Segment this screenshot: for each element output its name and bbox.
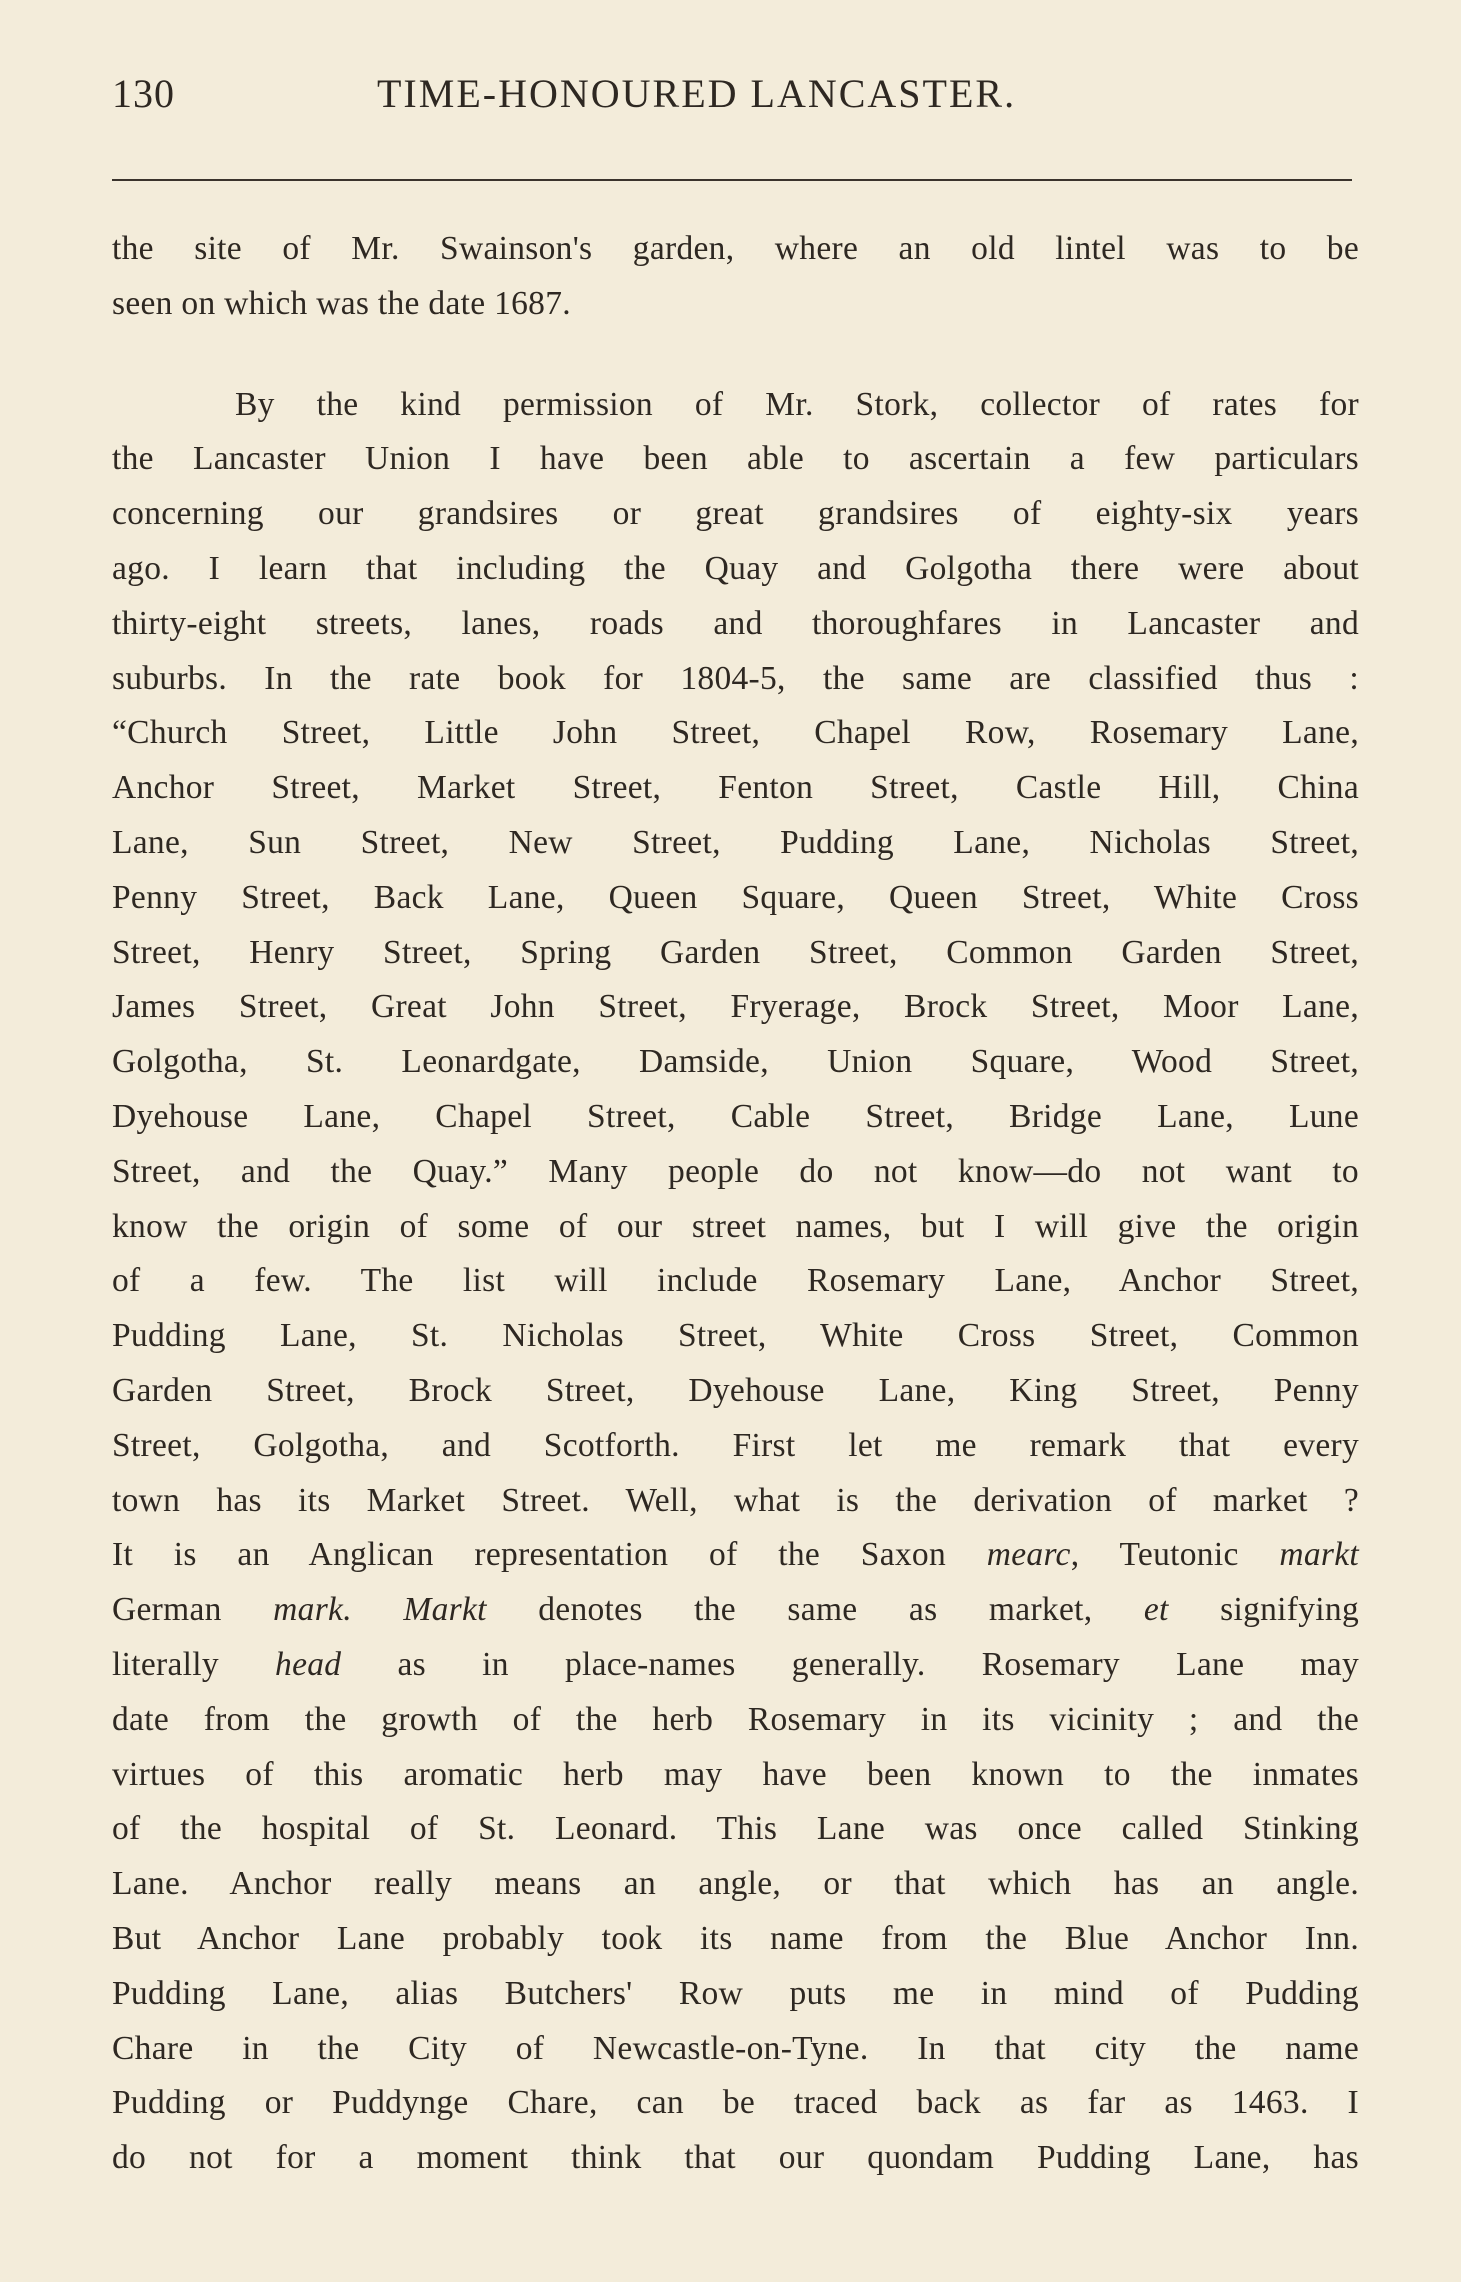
text-line: of a few. The list will include Rosemary Lane, Anchor Street, <box>112 1262 1359 1300</box>
text-line: seen on which was the date 1687. <box>112 284 571 322</box>
text-run: literally <box>112 1645 276 1683</box>
text-line: Lane, Sun Street, New Street, Pudding Lane, Nicholas Street, <box>112 823 1359 861</box>
text-run: signifying <box>1168 1591 1359 1629</box>
text-line: concerning our grandsires or great grandsires of eighty-six years <box>112 495 1359 533</box>
text-line: Pudding Lane, St. Nicholas Street, White Cross Street, Common <box>112 1317 1359 1355</box>
text-line-saxon <box>112 1528 1359 1583</box>
text-line-literally <box>112 1638 1359 1693</box>
text-line: “Church Street, Little John Street, Chapel Row, Rosemary Lane, <box>112 714 1359 752</box>
paragraph-1 <box>112 222 1359 332</box>
text-line: virtues of this aromatic herb may have been known to the inmates <box>112 1755 1359 1793</box>
italic-word: markt <box>1279 1536 1359 1574</box>
text-run <box>352 1591 403 1628</box>
text-line: ago. I learn that including the Quay and Golgotha there were about <box>112 549 1359 587</box>
text-line: Anchor Street, Market Street, Fenton Street, Castle Hill, China <box>112 769 1359 807</box>
page-header <box>112 70 1352 130</box>
text-line: But Anchor Lane probably took its name from the Blue Anchor Inn. <box>112 1919 1359 1957</box>
paragraph-gap <box>112 332 1359 378</box>
text-line: Street, and the Quay.” Many people do not know—do not want to <box>112 1152 1359 1190</box>
italic-word: mark. <box>273 1591 352 1629</box>
italic-word: mearc <box>986 1536 1071 1574</box>
text-line: of the hospital of St. Leonard. This Lane was once called Stinking <box>112 1810 1359 1848</box>
paragraph-2 <box>112 378 1359 2186</box>
text-line: Street, Henry Street, Spring Garden Street, Common Garden Street, <box>112 933 1359 971</box>
text-line: the site of Mr. Swainson's garden, where an old lintel was to be <box>112 230 1359 267</box>
header-rule <box>112 179 1352 181</box>
text-run: German <box>112 1591 274 1629</box>
text-line: James Street, Great John Street, Fryerage, Brock Street, Moor Lane, <box>112 988 1359 1026</box>
text-line: suburbs. In the rate book for 1804-5, the same are classified thus : <box>112 659 1359 697</box>
text-line: date from the growth of the herb Rosemary in its vicinity ; and the <box>112 1700 1359 1738</box>
running-title: TIME-HONOURED LANCASTER. <box>377 71 1017 116</box>
text-line: do not for a moment think that our quondam Pudding Lane, has <box>112 2139 1359 2177</box>
text-line: Dyehouse Lane, Chapel Street, Cable Street, Bridge Lane, Lune <box>112 1097 1359 1135</box>
text-line: Golgotha, St. Leonardgate, Damside, Union Square, Wood Street, <box>112 1043 1359 1081</box>
italic-word: head <box>275 1645 342 1683</box>
text-line: Penny Street, Back Lane, Queen Square, Queen Street, White Cross <box>112 878 1359 916</box>
text-line: By the kind permission of Mr. Stork, collector of rates for <box>235 385 1359 423</box>
text-line: thirty-eight streets, lanes, roads and thoroughfares in Lancaster and <box>112 604 1359 642</box>
text-run: as in place-names generally. Rosemary Lane may <box>341 1645 1359 1683</box>
italic-word: Markt <box>403 1591 487 1629</box>
text-line: Pudding or Puddynge Chare, can be traced back as far as 1463. I <box>112 2084 1359 2122</box>
text-line: Lane. Anchor really means an angle, or that which has an angle. <box>112 1865 1359 1903</box>
page-number: 130 <box>112 71 175 116</box>
text-run: , Teutonic <box>1070 1536 1280 1574</box>
text-run: denotes the same as market, <box>486 1591 1144 1629</box>
text-line: know the origin of some of our street names, but I will give the origin <box>112 1207 1359 1245</box>
text-line: Street, Golgotha, and Scotforth. First let me remark that every <box>112 1426 1359 1464</box>
text-line-german <box>112 1583 1359 1638</box>
body-text <box>112 222 1359 2186</box>
text-run: It is an Anglican representation of the Saxon <box>112 1536 987 1574</box>
text-line: Garden Street, Brock Street, Dyehouse Lane, King Street, Penny <box>112 1371 1359 1409</box>
text-line: town has its Market Street. Well, what is the derivation of market ? <box>112 1481 1359 1519</box>
text-line: the Lancaster Union I have been able to ascertain a few particulars <box>112 440 1359 478</box>
text-line: Chare in the City of Newcastle-on-Tyne. In that city the name <box>112 2029 1359 2067</box>
italic-word: et <box>1143 1591 1169 1629</box>
text-line: Pudding Lane, alias Butchers' Row puts me in mind of Pudding <box>112 1974 1359 2012</box>
